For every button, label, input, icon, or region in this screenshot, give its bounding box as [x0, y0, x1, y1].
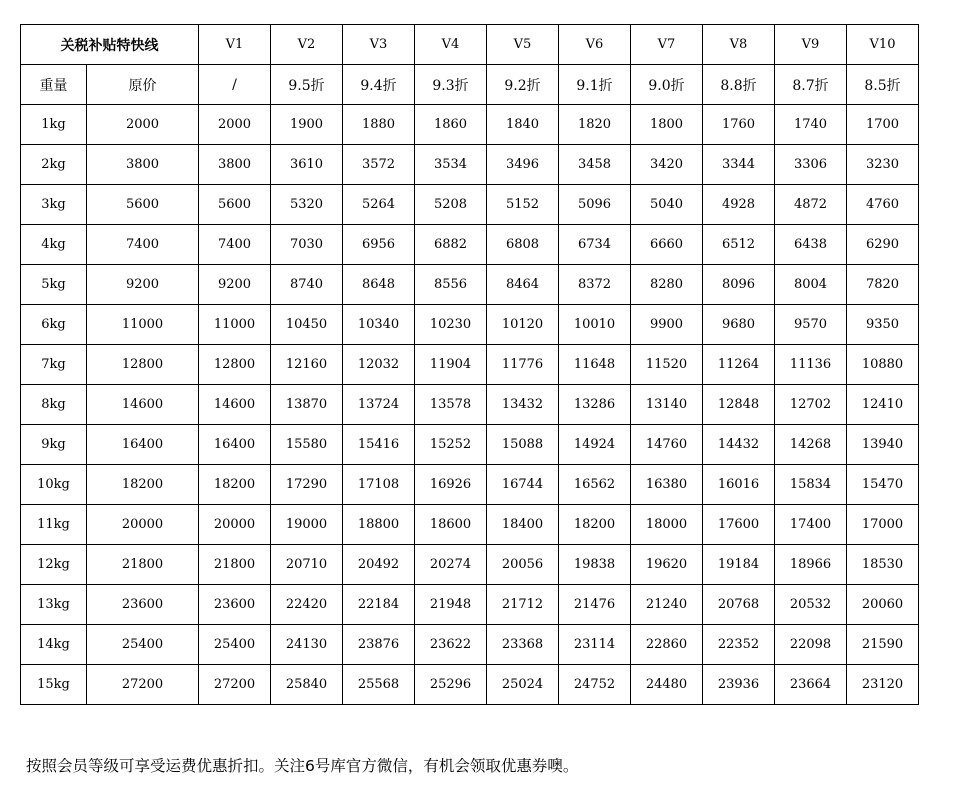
price-cell: 17400 [775, 505, 847, 545]
original-price-cell: 2000 [87, 105, 199, 145]
price-cell: 3230 [847, 145, 919, 185]
discount-cell: 9.5折 [271, 65, 343, 105]
price-cell: 15416 [343, 425, 415, 465]
level-header: V4 [415, 25, 487, 65]
table-title: 关税补贴特快线 [21, 25, 199, 65]
price-cell: 16744 [487, 465, 559, 505]
price-cell: 25296 [415, 665, 487, 705]
price-cell: 9570 [775, 305, 847, 345]
weight-label: 重量 [21, 65, 87, 105]
price-cell: 22352 [703, 625, 775, 665]
table-row [21, 385, 919, 425]
weight-cell: 6kg [21, 305, 87, 345]
price-cell: 16400 [199, 425, 271, 465]
price-cell: 16562 [559, 465, 631, 505]
price-cell: 13870 [271, 385, 343, 425]
price-cell: 21590 [847, 625, 919, 665]
price-cell: 24130 [271, 625, 343, 665]
price-cell: 8004 [775, 265, 847, 305]
price-cell: 8280 [631, 265, 703, 305]
price-cell: 14600 [199, 385, 271, 425]
original-price-cell: 16400 [87, 425, 199, 465]
price-cell: 13578 [415, 385, 487, 425]
price-cell: 9900 [631, 305, 703, 345]
discount-cell: 9.3折 [415, 65, 487, 105]
weight-cell: 5kg [21, 265, 87, 305]
original-price-cell: 3800 [87, 145, 199, 185]
price-cell: 14924 [559, 425, 631, 465]
price-cell: 12702 [775, 385, 847, 425]
price-cell: 6290 [847, 225, 919, 265]
shipping-price-table [20, 24, 919, 705]
table-row [21, 425, 919, 465]
price-cell: 25840 [271, 665, 343, 705]
price-cell: 22098 [775, 625, 847, 665]
price-cell: 14760 [631, 425, 703, 465]
price-cell: 15252 [415, 425, 487, 465]
price-cell: 23876 [343, 625, 415, 665]
price-cell: 10230 [415, 305, 487, 345]
weight-cell: 11kg [21, 505, 87, 545]
price-cell: 13140 [631, 385, 703, 425]
price-cell: 6660 [631, 225, 703, 265]
original-price-cell: 21800 [87, 545, 199, 585]
table-row [21, 305, 919, 345]
original-price-cell: 12800 [87, 345, 199, 385]
level-header: V7 [631, 25, 703, 65]
discount-row [21, 65, 919, 105]
price-cell: 22184 [343, 585, 415, 625]
price-cell: 27200 [199, 665, 271, 705]
price-cell: 5096 [559, 185, 631, 225]
price-cell: 9200 [199, 265, 271, 305]
table-row [21, 545, 919, 585]
discount-cell: 8.5折 [847, 65, 919, 105]
table-row [21, 465, 919, 505]
discount-cell: 8.8折 [703, 65, 775, 105]
price-cell: 18530 [847, 545, 919, 585]
price-cell: 19184 [703, 545, 775, 585]
price-cell: 8464 [487, 265, 559, 305]
discount-cell: 9.2折 [487, 65, 559, 105]
price-cell: 18000 [631, 505, 703, 545]
table-row [21, 225, 919, 265]
price-cell: 10340 [343, 305, 415, 345]
price-cell: 23368 [487, 625, 559, 665]
price-cell: 15834 [775, 465, 847, 505]
table-row [21, 105, 919, 145]
price-cell: 3306 [775, 145, 847, 185]
weight-cell: 1kg [21, 105, 87, 145]
price-cell: 21948 [415, 585, 487, 625]
weight-cell: 9kg [21, 425, 87, 465]
price-cell: 6512 [703, 225, 775, 265]
price-cell: 1760 [703, 105, 775, 145]
original-price-cell: 7400 [87, 225, 199, 265]
weight-cell: 7kg [21, 345, 87, 385]
price-cell: 10880 [847, 345, 919, 385]
price-cell: 23664 [775, 665, 847, 705]
price-cell: 24752 [559, 665, 631, 705]
original-price-cell: 11000 [87, 305, 199, 345]
price-cell: 6956 [343, 225, 415, 265]
price-cell: 3344 [703, 145, 775, 185]
price-cell: 5152 [487, 185, 559, 225]
price-cell: 21476 [559, 585, 631, 625]
price-cell: 17108 [343, 465, 415, 505]
price-cell: 3420 [631, 145, 703, 185]
price-cell: 19620 [631, 545, 703, 585]
weight-cell: 12kg [21, 545, 87, 585]
price-cell: 6882 [415, 225, 487, 265]
discount-cell: 8.7折 [775, 65, 847, 105]
price-cell: 1740 [775, 105, 847, 145]
table-row [21, 665, 919, 705]
weight-cell: 3kg [21, 185, 87, 225]
footer-note: 按照会员等级可享受运费优惠折扣。关注6号库官方微信，有机会领取优惠券噢。 [26, 757, 579, 775]
price-cell: 11904 [415, 345, 487, 385]
price-cell: 3534 [415, 145, 487, 185]
price-cell: 18800 [343, 505, 415, 545]
discount-cell: 9.4折 [343, 65, 415, 105]
price-cell: 8096 [703, 265, 775, 305]
weight-cell: 10kg [21, 465, 87, 505]
price-cell: 21800 [199, 545, 271, 585]
level-header: V9 [775, 25, 847, 65]
price-cell: 16016 [703, 465, 775, 505]
weight-cell: 14kg [21, 625, 87, 665]
price-cell: 13286 [559, 385, 631, 425]
price-cell: 8740 [271, 265, 343, 305]
price-cell: 17000 [847, 505, 919, 545]
price-cell: 25024 [487, 665, 559, 705]
price-cell: 20000 [199, 505, 271, 545]
price-cell: 21712 [487, 585, 559, 625]
price-cell: 6438 [775, 225, 847, 265]
level-header: V1 [199, 25, 271, 65]
price-cell: 8556 [415, 265, 487, 305]
price-cell: 3496 [487, 145, 559, 185]
level-header: V3 [343, 25, 415, 65]
price-cell: 8648 [343, 265, 415, 305]
price-cell: 2000 [199, 105, 271, 145]
weight-cell: 13kg [21, 585, 87, 625]
price-cell: 20710 [271, 545, 343, 585]
price-cell: 1700 [847, 105, 919, 145]
price-cell: 1820 [559, 105, 631, 145]
price-cell: 5264 [343, 185, 415, 225]
price-cell: 4872 [775, 185, 847, 225]
price-cell: 23936 [703, 665, 775, 705]
price-cell: 17600 [703, 505, 775, 545]
price-cell: 18200 [559, 505, 631, 545]
original-price-cell: 18200 [87, 465, 199, 505]
price-cell: 12160 [271, 345, 343, 385]
weight-cell: 4kg [21, 225, 87, 265]
discount-cell: / [199, 65, 271, 105]
price-cell: 23114 [559, 625, 631, 665]
original-price-cell: 27200 [87, 665, 199, 705]
price-cell: 4928 [703, 185, 775, 225]
price-cell: 19000 [271, 505, 343, 545]
price-cell: 5600 [199, 185, 271, 225]
table-row [21, 625, 919, 665]
price-cell: 15088 [487, 425, 559, 465]
price-cell: 20492 [343, 545, 415, 585]
price-cell: 17290 [271, 465, 343, 505]
weight-cell: 2kg [21, 145, 87, 185]
table-row [21, 585, 919, 625]
price-cell: 6734 [559, 225, 631, 265]
price-cell: 19838 [559, 545, 631, 585]
price-cell: 13432 [487, 385, 559, 425]
price-cell: 4760 [847, 185, 919, 225]
price-cell: 1880 [343, 105, 415, 145]
table-row [21, 505, 919, 545]
price-cell: 14432 [703, 425, 775, 465]
price-cell: 10010 [559, 305, 631, 345]
price-cell: 20768 [703, 585, 775, 625]
price-cell: 20274 [415, 545, 487, 585]
price-cell: 5208 [415, 185, 487, 225]
price-cell: 1840 [487, 105, 559, 145]
price-cell: 12410 [847, 385, 919, 425]
price-cell: 1900 [271, 105, 343, 145]
price-cell: 11520 [631, 345, 703, 385]
price-cell: 5320 [271, 185, 343, 225]
price-cell: 10450 [271, 305, 343, 345]
level-header: V8 [703, 25, 775, 65]
price-cell: 16926 [415, 465, 487, 505]
original-price-cell: 14600 [87, 385, 199, 425]
price-cell: 20532 [775, 585, 847, 625]
price-cell: 15580 [271, 425, 343, 465]
discount-cell: 9.1折 [559, 65, 631, 105]
level-header: V2 [271, 25, 343, 65]
price-cell: 23600 [199, 585, 271, 625]
price-cell: 5040 [631, 185, 703, 225]
price-cell: 9680 [703, 305, 775, 345]
price-cell: 13940 [847, 425, 919, 465]
price-cell: 7400 [199, 225, 271, 265]
weight-cell: 8kg [21, 385, 87, 425]
price-cell: 22860 [631, 625, 703, 665]
table-row [21, 265, 919, 305]
price-cell: 18600 [415, 505, 487, 545]
price-cell: 1860 [415, 105, 487, 145]
price-cell: 11776 [487, 345, 559, 385]
level-header: V10 [847, 25, 919, 65]
table-row [21, 345, 919, 385]
price-cell: 11648 [559, 345, 631, 385]
discount-cell: 9.0折 [631, 65, 703, 105]
price-cell: 16380 [631, 465, 703, 505]
price-cell: 23622 [415, 625, 487, 665]
price-cell: 21240 [631, 585, 703, 625]
price-cell: 8372 [559, 265, 631, 305]
price-cell: 1800 [631, 105, 703, 145]
price-cell: 10120 [487, 305, 559, 345]
table-row [21, 185, 919, 225]
original-price-cell: 5600 [87, 185, 199, 225]
price-cell: 12848 [703, 385, 775, 425]
level-header: V5 [487, 25, 559, 65]
price-cell: 12800 [199, 345, 271, 385]
price-cell: 6808 [487, 225, 559, 265]
price-cell: 3610 [271, 145, 343, 185]
price-cell: 18966 [775, 545, 847, 585]
price-cell: 11264 [703, 345, 775, 385]
header-row [21, 25, 919, 65]
price-cell: 18400 [487, 505, 559, 545]
price-cell: 7030 [271, 225, 343, 265]
original-price-cell: 9200 [87, 265, 199, 305]
price-cell: 11136 [775, 345, 847, 385]
price-cell: 12032 [343, 345, 415, 385]
price-cell: 7820 [847, 265, 919, 305]
price-cell: 24480 [631, 665, 703, 705]
price-cell: 23120 [847, 665, 919, 705]
price-cell: 3800 [199, 145, 271, 185]
original-price-cell: 23600 [87, 585, 199, 625]
price-cell: 20060 [847, 585, 919, 625]
price-cell: 25400 [199, 625, 271, 665]
price-cell: 11000 [199, 305, 271, 345]
table-body [21, 25, 919, 705]
price-cell: 13724 [343, 385, 415, 425]
price-cell: 9350 [847, 305, 919, 345]
price-cell: 22420 [271, 585, 343, 625]
table-row [21, 145, 919, 185]
price-cell: 15470 [847, 465, 919, 505]
weight-cell: 15kg [21, 665, 87, 705]
original-price-label: 原价 [87, 65, 199, 105]
price-cell: 20056 [487, 545, 559, 585]
level-header: V6 [559, 25, 631, 65]
price-cell: 25568 [343, 665, 415, 705]
price-cell: 3458 [559, 145, 631, 185]
price-cell: 14268 [775, 425, 847, 465]
price-cell: 3572 [343, 145, 415, 185]
original-price-cell: 25400 [87, 625, 199, 665]
price-cell: 18200 [199, 465, 271, 505]
original-price-cell: 20000 [87, 505, 199, 545]
